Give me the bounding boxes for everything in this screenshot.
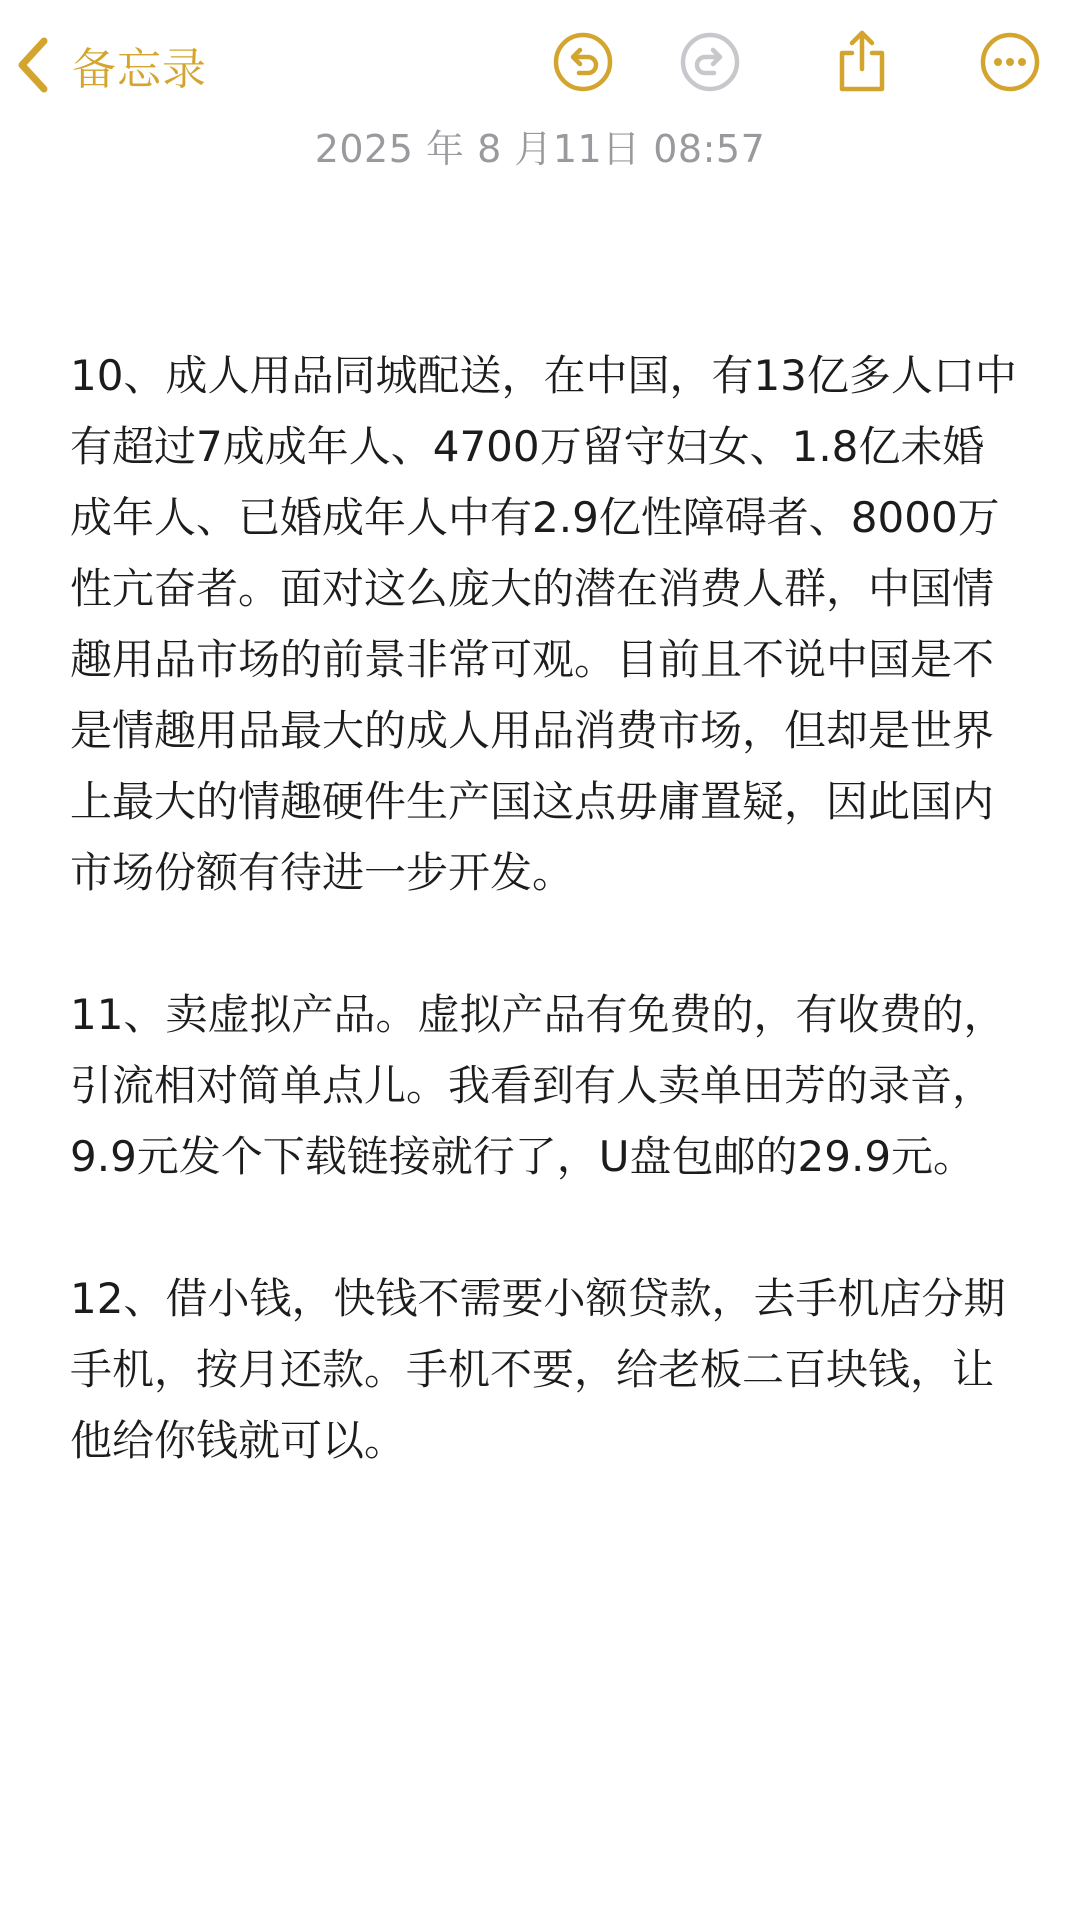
note-paragraph: 12、借小钱，快钱不需要小额贷款，去手机店分期手机，按月还款。手机不要，给老板二百块钱，让他给你钱就可以。 bbox=[70, 1274, 1006, 1465]
redo-icon bbox=[679, 31, 741, 93]
back-button[interactable] bbox=[16, 28, 207, 102]
paragraph-spacer bbox=[70, 1192, 1020, 1263]
chevron-left-icon bbox=[16, 37, 50, 93]
redo-button[interactable] bbox=[678, 30, 742, 94]
navigation-bar bbox=[0, 0, 1080, 130]
undo-button[interactable] bbox=[551, 30, 615, 94]
more-icon bbox=[979, 31, 1041, 93]
share-button[interactable] bbox=[830, 30, 894, 94]
undo-icon bbox=[552, 31, 614, 93]
back-label: 备忘录 bbox=[72, 44, 207, 95]
note-paragraph: 11、卖虚拟产品。虚拟产品有免费的，有收费的，引流相对简单点儿。我看到有人卖单田芳的录音，9.9元发个下载链接就行了，U盘包邮的29.9元。 bbox=[70, 990, 1006, 1181]
share-icon bbox=[834, 29, 890, 95]
paragraph-spacer bbox=[70, 908, 1020, 979]
note-timestamp: 2025 年 8 月11日 08:57 bbox=[314, 127, 766, 171]
more-button[interactable] bbox=[978, 30, 1042, 94]
note-paragraph: 10、成人用品同城配送，在中国，有13亿多人口中有超过7成成年人、4700万留守妇女、1.8亿未婚成年人、已婚成年人中有2.9亿性障碍者、8000万性亢奋者。面对这么庞大的潜在消费人群，中国情趣用品市场的前景非常可观。目前且不说中国是不是情趣用品最大的成人用品消费市场，但却是世界上最大的情趣硬件生产国这点毋庸置疑，因此国内市场份额有待进一步开发。 bbox=[70, 351, 1017, 897]
note-body[interactable] bbox=[70, 340, 1020, 1476]
